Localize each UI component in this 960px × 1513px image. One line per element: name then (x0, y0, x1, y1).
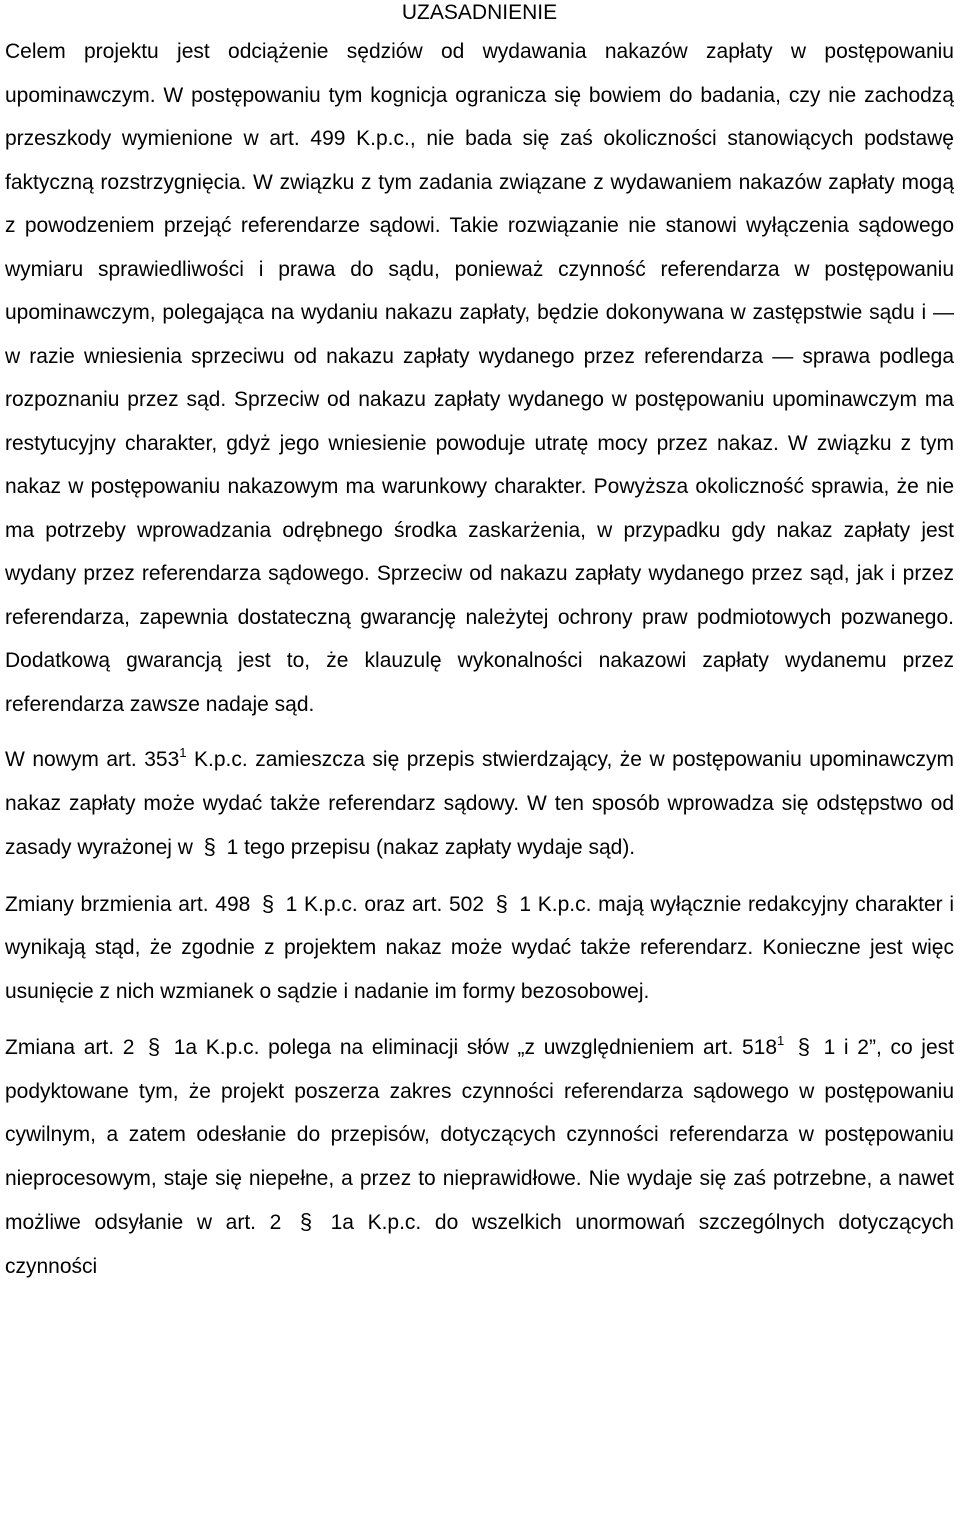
paragraph-2-text-a: W nowym art. 353 (5, 748, 180, 771)
paragraph-3-text-c: 1 K.p.c. mają wyłącznie redakcyjny charakter i wynikają stąd, że zgodnie z projektem nakaz może wydać także referendarz. Konieczne jest więc usunięcie z nich wzmianek o sądzie i nadanie im formy bezosobowej. (5, 892, 954, 1003)
paragraph-4-text-d: 1 i 2”, co jest podyktowane tym, że projekt poszerza zakres czynności referendarza sądowego w postępowaniu cywilnym, a zatem odesłanie do przepisów, dotyczących czynności referendarza w postępowaniu nieprocesowym, staje się niepełne, a przez to nieprawidłowe. Nie wydaje się zaś potrzebne, a nawet możliwe odsyłanie w art. 2 (5, 1036, 954, 1234)
document-title: UZASADNIENIE (401, 1, 558, 24)
paragraph-4 (5, 1025, 954, 1288)
paragraph-1: Celem projektu jest odciążenie sędziów od wydawania nakazów zapłaty w postępowaniu upominawczym. W postępowaniu tym kognicja ogranicza się bowiem do badania, czy nie zachodzą przeszkody wymienione w art. 499 K.p.c., nie bada się zaś okoliczności stanowiących podstawę faktyczną rozstrzygnięcia. W związku z tym zadania związane z wydawaniem nakazów zapłaty mogą z powodzeniem przejąć referendarze sądowi. Takie rozwiązanie nie stanowi wyłączenia sądowego wymiaru sprawiedliwości i prawa do sądu, ponieważ czynność referendarza w postępowaniu upominawczym, polegająca na wydaniu nakazu zapłaty, będzie dokonywana w zastępstwie sądu i — w razie wniesienia sprzeciwu od nakazu zapłaty wydanego przez referendarza — sprawa podlega rozpoznaniu przez sąd. Sprzeciw od nakazu zapłaty wydanego w postępowaniu upominawczym ma restytucyjny charakter, gdyż jego wniesienie powoduje utratę mocy przez nakaz. W związku z tym nakaz w postępowaniu nakazowym ma warunkowy charakter. Powyższa okoliczność sprawia, że nie ma potrzeby wprowadzania odrębnego środka zaskarżenia, w przypadku gdy nakaz zapłaty jest wydany przez referendarza sądowego. Sprzeciw od nakazu zapłaty wydanego przez sąd, jak i przez referendarza, zapewnia dostateczną gwarancję należytej ochrony praw podmiotowych pozwanego. Dodatkową gwarancją jest to, że klauzulę wykonalności nakazowi zapłaty wydanemu przez referendarza zawsze nadaje sąd. (5, 40, 954, 716)
superscript: 1 (777, 1033, 785, 1048)
superscript: 1 (179, 745, 187, 760)
section-sign: § (299, 1209, 313, 1234)
section-sign: § (495, 890, 508, 916)
paragraph-2-text-c: 1 tego przepisu (nakaz zapłaty wydaje sąd). (220, 836, 636, 859)
paragraph-4-text-a: Zmiana art. 2 (5, 1036, 144, 1059)
document-page (5, 0, 954, 1288)
paragraph-4-text-b: 1a K.p.c. polega na eliminacji słów „z uwzględnieniem art. 518 (165, 1036, 778, 1059)
section-sign: § (261, 890, 275, 916)
paragraph-4-text-c (784, 1036, 793, 1059)
paragraph-3-text-a: Zmiany brzmienia art. 498 (5, 892, 257, 916)
section-sign: § (147, 1034, 161, 1059)
section-sign: § (797, 1034, 811, 1059)
paragraph-3-text-b: 1 K.p.c. oraz art. 502 (279, 892, 491, 916)
paragraph-2-text-b: K.p.c. zamieszcza się przepis stwierdzający, że w postępowaniu upominawczym nakaz zapłaty może wydać także referendarz sądowy. W ten sposób wprowadza się odstępstwo od zasady wyrażonej w (5, 748, 954, 859)
paragraph-2 (5, 738, 954, 870)
paragraph-4-text-e: 1a K.p.c. do wszelkich unormowań szczególnych dotyczących czynności (5, 1211, 954, 1278)
paragraph-3 (5, 882, 954, 1014)
section-sign: § (203, 834, 216, 859)
